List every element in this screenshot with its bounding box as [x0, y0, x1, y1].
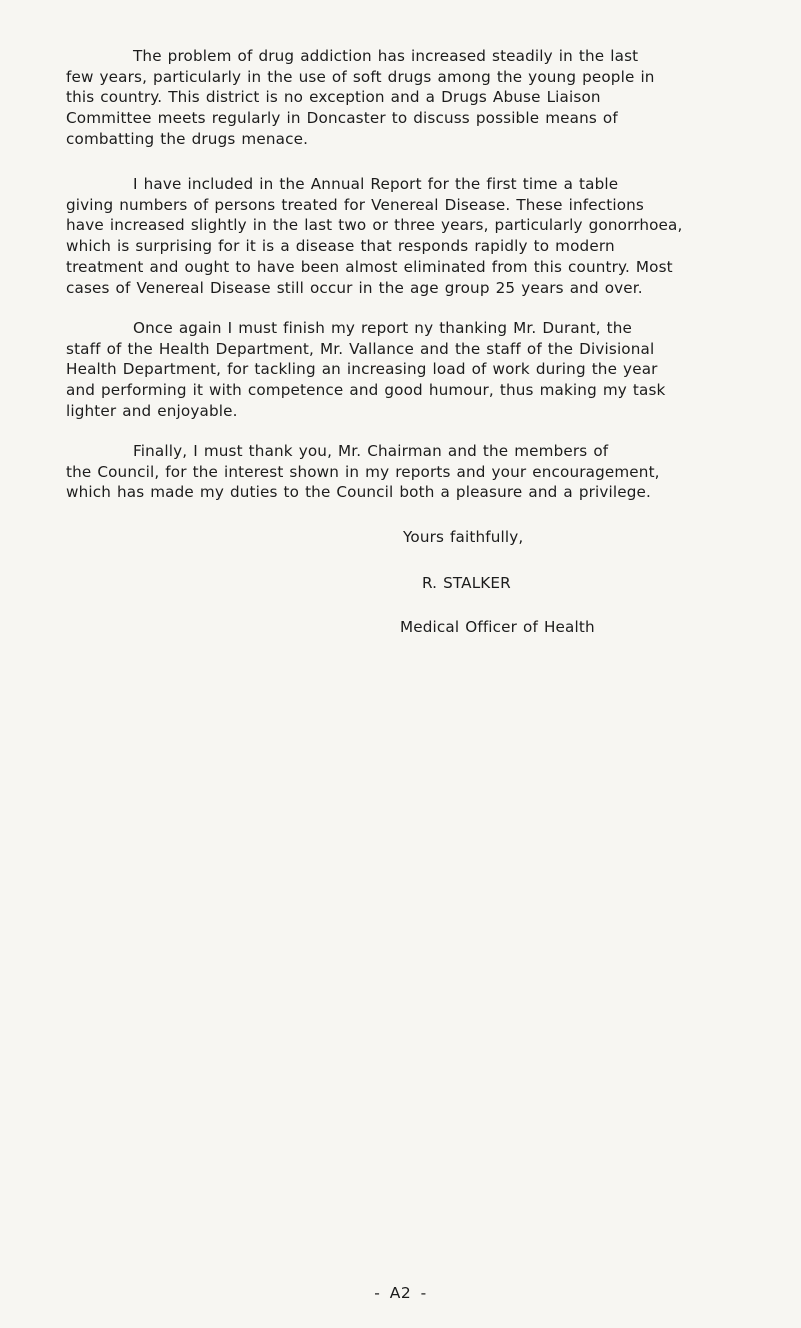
letter-closing: Yours faithfully,: [403, 528, 524, 546]
paragraph-venereal-disease: I have included in the Annual Report for the first time a table giving numbers of persons treated for Venereal Disease. These infections have increased slightly in the last two or three years, particularly gonorrhoea, which is surprising for it is a disease that responds rapidly to modern treatment and ought to have been almost eliminated from this country. Most cases of Venereal Disease still occur in the age group 25 years and over.: [66, 175, 683, 297]
paragraph-drug-addiction: The problem of drug addiction has increased steadily in the last few years, particularly in the use of soft drugs among the young people in this country. This district is no exception and a Drugs Abuse Liaison Committee meets regularly in Doncaster to discuss possible means of combatting the drugs menace.: [66, 47, 655, 148]
paragraph-thanks-council: Finally, I must thank you, Mr. Chairman and the members of the Council, for the interest shown in my reports and your encouragement, which has made my duties to the Council both a pleasure and a privilege.: [66, 442, 660, 502]
signature-title: Medical Officer of Health: [400, 618, 595, 636]
paragraph-acknowledgements: Once again I must finish my report ny thanking Mr. Durant, the staff of the Health Department, Mr. Vallance and the staff of the Divisional Health Department, for tackling an increasing load of work during the year and performing it with competence and good humour, thus making my task lighter and enjoyable.: [66, 319, 666, 420]
page-number: - A2 -: [374, 1284, 427, 1302]
signature-name: R. STALKER: [422, 574, 511, 592]
